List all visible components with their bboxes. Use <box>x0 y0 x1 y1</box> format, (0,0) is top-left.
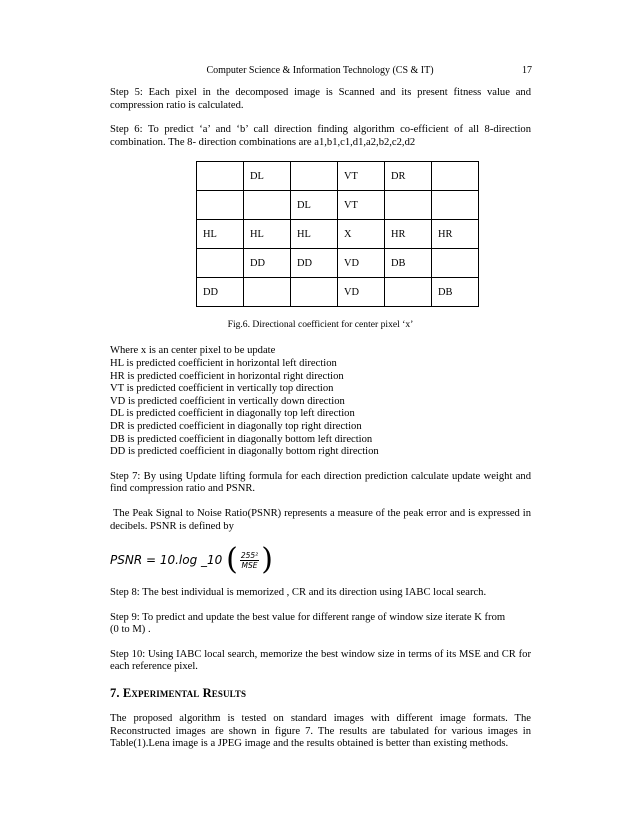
step9-paragraph <box>110 612 531 637</box>
formula-denominator: MSE <box>241 560 258 570</box>
definition-list <box>110 345 531 458</box>
table-cell: HR <box>385 220 432 249</box>
figure-caption: Fig.6. Directional coefficient for center pixel ‘x’ <box>227 319 414 331</box>
table-cell <box>432 162 479 191</box>
table-cell: DL <box>291 191 338 220</box>
definition-item: HR is predicted coefficient in horizontal right direction <box>110 370 344 382</box>
step9-line1: Step 9: To predict and update the best value for different range of window size iterate K from <box>110 611 506 623</box>
page-content <box>110 87 534 763</box>
definition-item: VD is predicted coefficient in vertically down direction <box>110 395 345 407</box>
step8-paragraph: Step 8: The best individual is memorized , CR and its direction using IABC local search. <box>110 587 487 599</box>
definition-item: VT is predicted coefficient in vertically top direction <box>110 383 334 395</box>
table-cell: VT <box>338 162 385 191</box>
table-cell: DD <box>244 249 291 278</box>
table-row <box>197 249 479 278</box>
definition-item: DL is predicted coefficient in diagonally top left direction <box>110 408 355 420</box>
table-cell <box>432 191 479 220</box>
table-row <box>197 162 479 191</box>
table-cell: HL <box>291 220 338 249</box>
section-heading: 7. Experimental Results <box>110 686 247 701</box>
table-row <box>197 278 479 307</box>
table-cell: DD <box>197 278 244 307</box>
psnr-formula <box>110 542 531 578</box>
page-header <box>108 65 532 79</box>
table-row <box>197 220 479 249</box>
table-cell: DL <box>244 162 291 191</box>
formula-lhs: PSNR = 10.log _10 <box>110 553 227 568</box>
table-cell <box>385 278 432 307</box>
direction-coefficient-table <box>196 161 479 307</box>
table-row <box>197 191 479 220</box>
right-paren: ) <box>261 542 273 578</box>
table-cell: VD <box>338 249 385 278</box>
table-cell <box>432 249 479 278</box>
table-cell <box>244 191 291 220</box>
table-cell <box>291 162 338 191</box>
formula-fraction <box>240 551 259 570</box>
table-cell <box>197 249 244 278</box>
step10-paragraph: Step 10: Using IABC local search, memorize the best window size in terms of its MSE and CR for each reference pixel. <box>110 648 531 673</box>
table-cell: DD <box>291 249 338 278</box>
definition-item: Where x is an center pixel to be update <box>110 345 276 357</box>
table-cell: HR <box>432 220 479 249</box>
table-cell: HL <box>197 220 244 249</box>
table-cell <box>244 278 291 307</box>
table-cell: DB <box>432 278 479 307</box>
step5-paragraph: Step 5: Each pixel in the decomposed image is Scanned and its present fitness value and compression ratio is calculated. <box>110 87 531 111</box>
definition-item: DR is predicted coefficient in diagonally top right direction <box>110 420 362 432</box>
table-cell: VT <box>338 191 385 220</box>
table-cell <box>197 191 244 220</box>
table-cell: X <box>338 220 385 249</box>
step7-paragraph: Step 7: By using Update lifting formula for each direction prediction calculate update weight and find compression ratio and PSNR. <box>110 470 531 495</box>
table-cell <box>197 162 244 191</box>
page-number: 17 <box>522 65 532 76</box>
step9-line2: (0 to M) . <box>110 624 151 636</box>
table-cell: DR <box>385 162 432 191</box>
psnr-intro-paragraph: The Peak Signal to Noise Ratio(PSNR) represents a measure of the peak error and is expressed in decibels. PSNR is defined by <box>110 507 534 532</box>
table-cell: VD <box>338 278 385 307</box>
left-paren: ( <box>226 542 238 578</box>
section-body: The proposed algorithm is tested on standard images with different image formats. The Reconstructed images are shown in figure 7. The results are tabulated for various images in Table(1).Lena image is a JPEG image and the results obtained is better than existing methods. <box>110 713 531 750</box>
definition-item: HL is predicted coefficient in horizontal left direction <box>110 357 337 369</box>
running-title: Computer Science & Information Technology (CS & IT) <box>206 65 434 76</box>
step6-paragraph: Step 6: To predict ‘a’ and ‘b’ call direction finding algorithm co-efficient of all 8-direction combination. The 8- direction combinations are a1,b1,c1,d1,a2,b2,c2,d2 <box>110 124 531 148</box>
table-cell: DB <box>385 249 432 278</box>
table-cell: HL <box>244 220 291 249</box>
formula-numerator: 255² <box>240 550 259 560</box>
definition-item: DB is predicted coefficient in diagonally bottom left direction <box>110 433 373 445</box>
table-cell <box>291 278 338 307</box>
definition-item: DD is predicted coefficient in diagonally bottom right direction <box>110 446 379 458</box>
table-cell <box>385 191 432 220</box>
